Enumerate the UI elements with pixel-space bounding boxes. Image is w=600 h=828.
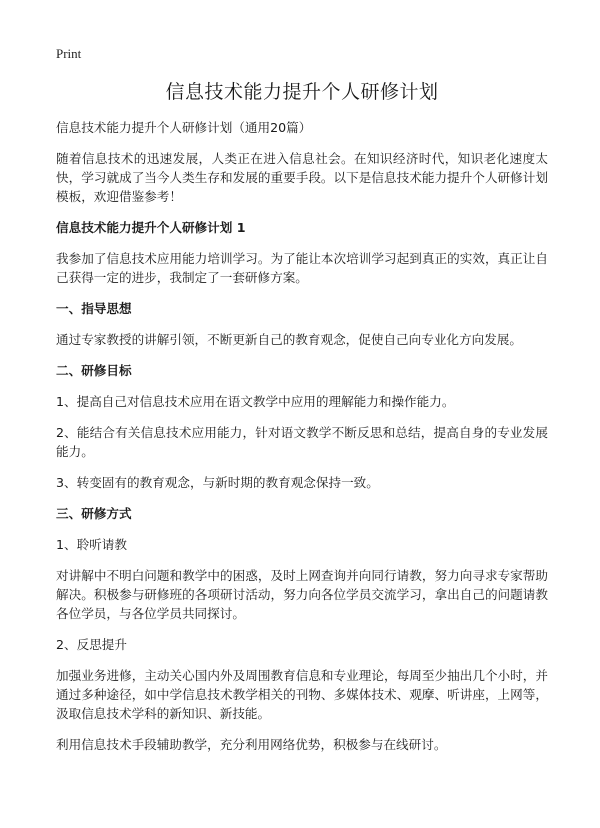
method-paragraph-2: 加强业务进修，主动关心国内外及周围教育信息和专业理论，每周至少抽出几个小时，并通过多种途径，如中学信息技术教学相关的刊物、多媒体技术、观摩、听讲座，上网等，汲取信息技术学科的新知识、新技能。 bbox=[56, 668, 548, 721]
method-heading-1: 1、聆听请教 bbox=[56, 537, 127, 552]
document-subtitle: 信息技术能力提升个人研修计划（通用20篇） bbox=[56, 120, 312, 135]
method-heading-2: 2、反思提升 bbox=[56, 637, 127, 652]
document-title: 信息技术能力提升个人研修计划 bbox=[165, 81, 439, 103]
goal-item-3: 3、转变固有的教育观念，与新时期的教育观念保持一致。 bbox=[56, 475, 379, 490]
plan-intro-paragraph: 我参加了信息技术应用能力培训学习。为了能让本次培训学习起到真正的实效，真正让自己获得一定的进步，我制定了一套研修方案。 bbox=[56, 251, 548, 285]
section-heading-goals: 二、研修目标 bbox=[56, 363, 132, 378]
intro-paragraph: 随着信息技术的迅速发展，人类正在进入信息社会。在知识经济时代，知识老化速度太快，学习就成了当今人类生存和发展的重要手段。以下是信息技术能力提升个人研修计划模板，欢迎借鉴参考！ bbox=[56, 151, 548, 204]
document-body bbox=[56, 80, 548, 766]
method-paragraph-3: 利用信息技术手段辅助教学，充分利用网络优势，积极参与在线研讨。 bbox=[56, 737, 447, 752]
print-link[interactable]: Print bbox=[56, 46, 82, 61]
plan-heading: 信息技术能力提升个人研修计划 1 bbox=[56, 220, 246, 235]
method-paragraph-1: 对讲解中不明白问题和教学中的困惑，及时上网查询并向同行请教，努力向寻求专家帮助解决。积极参与研修班的各项研讨活动，努力向各位学员交流学习，拿出自己的问题请教各位学员，与各位学员共同探讨。 bbox=[56, 568, 548, 621]
section-heading-guiding-idea: 一、指导思想 bbox=[56, 301, 132, 316]
section-heading-methods: 三、研修方式 bbox=[56, 506, 132, 521]
goal-item-1: 1、提高自己对信息技术应用在语文教学中应用的理解能力和操作能力。 bbox=[56, 394, 455, 409]
goal-item-2: 2、能结合有关信息技术应用能力，针对语文教学不断反思和总结，提高自身的专业发展能力。 bbox=[56, 425, 548, 459]
guiding-idea-paragraph: 通过专家教授的讲解引领，不断更新自己的教育观念，促使自己向专业化方向发展。 bbox=[56, 332, 522, 347]
